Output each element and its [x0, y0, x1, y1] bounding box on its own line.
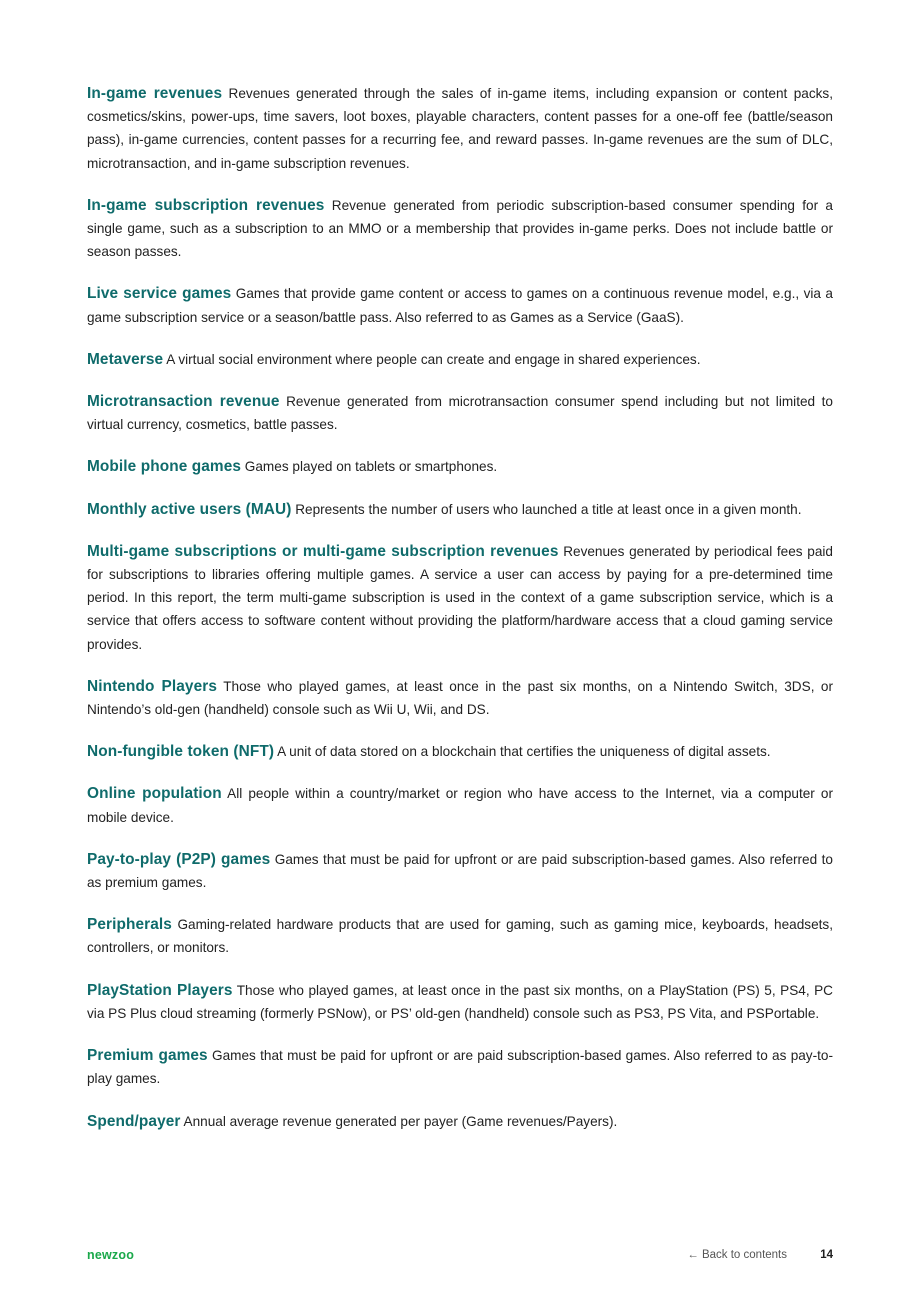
glossary-definition: Games that provide game content or access to games on a continuous revenue model, e.g., via a game subscription service or a season/battle pass. Also referred to as Games as a Service (GaaS).: [87, 286, 833, 325]
glossary-definition: Games played on tablets or smartphones.: [244, 459, 498, 475]
glossary-term: Monthly active users (MAU): [87, 500, 292, 518]
glossary-entry: [87, 782, 833, 828]
glossary-term: Non-fungible token (NFT): [87, 743, 275, 761]
glossary-definition: Games that must be paid for upfront or are paid subscription-based games. Also referred to as pay-to-play games.: [87, 1048, 833, 1087]
glossary-term: Microtransaction revenue: [87, 393, 280, 411]
glossary-term: Premium games: [87, 1047, 208, 1065]
newzoo-logo: newzoo: [87, 1248, 135, 1262]
glossary-entry: [87, 1110, 833, 1133]
glossary-term: Pay-to-play (P2P) games: [87, 850, 271, 868]
glossary-definition: Those who played games, at least once in the past six months, on a PlayStation (PS) 5, PS4, PC via PS Plus cloud streaming (formerly PSNow), or PS’ old-gen (handheld) console such as PS3, PS Vita, and PSPortable.: [87, 982, 833, 1021]
glossary-definition: Those who played games, at least once in the past six months, on a Nintendo Switch, 3DS, or Nintendo’s old-gen (handheld) console such as Wii U, Wii, and DS.: [87, 678, 834, 718]
glossary-definition: All people within a country/market or region who have access to the Internet, via a computer or mobile device.: [87, 786, 833, 825]
glossary-term: Spend/payer: [87, 1112, 181, 1130]
back-to-contents-link[interactable]: ← Back to contents: [687, 1249, 787, 1261]
glossary-entry: [87, 390, 833, 436]
glossary-definition: A unit of data stored on a blockchain that certifies the uniqueness of digital assets.: [277, 744, 771, 760]
glossary-term: In-game revenues: [87, 85, 223, 102]
glossary-entry: [87, 348, 833, 371]
glossary-definition: Revenues generated by periodical fees paid for subscriptions to libraries offering multiple games. A service a user can access by paying for a pre-determined time period. In this report, the term multi-game subscription is used in the context of a game subscription service, which is a service that offers access to software content without providing the platform/hardware access that a cloud gaming service provides.: [87, 543, 833, 652]
glossary-entry: [87, 675, 833, 721]
glossary-entry: [87, 540, 833, 656]
glossary-definition: Games that must be paid for upfront or are paid subscription-based games. Also referred to as premium games.: [87, 851, 833, 891]
glossary-entry: [87, 979, 833, 1025]
glossary-term: Peripherals: [87, 916, 172, 934]
glossary-entry: [87, 848, 833, 894]
glossary-entry: [87, 82, 833, 175]
glossary-term: Online population: [87, 785, 222, 803]
glossary-term: Mobile phone games: [87, 458, 242, 476]
glossary-entry: [87, 194, 833, 264]
glossary-entry: [87, 913, 833, 959]
glossary-term: Live service games: [87, 285, 232, 303]
glossary-entry: [87, 740, 833, 763]
glossary-entry: [87, 1044, 833, 1090]
page-footer: [87, 1248, 833, 1266]
glossary-entry: [87, 282, 833, 328]
glossary-term: PlayStation Players: [87, 981, 233, 999]
glossary-definition: Revenues generated through the sales of in-game items, including expansion or content packs, cosmetics/skins, power-ups, time savers, loot boxes, playable characters, content passes for a one-off fee (battle/season pass), in-game currencies, content passes for a recurring fee, and reward passes. In-game revenues are the sum of DLC, microtransaction, and in-game subscription revenues.: [87, 86, 834, 171]
glossary-term: In-game subscription revenues: [87, 196, 325, 214]
glossary-definition: Represents the number of users who launched a title at least once in a given month.: [295, 501, 802, 517]
glossary-term: Metaverse: [87, 350, 164, 368]
glossary-entry: [87, 498, 833, 521]
glossary-entry: [87, 455, 833, 478]
glossary-definition: Revenue generated from periodic subscription-based consumer spending for a single game, such as a subscription to an MMO or a membership that provides in-game perks. Does not include battle or season passes.: [87, 197, 833, 260]
glossary-term: Multi-game subscriptions or multi-game subscription revenues: [87, 542, 559, 560]
glossary-list: [87, 82, 833, 1152]
glossary-term: Nintendo Players: [87, 677, 217, 695]
glossary-definition: Revenue generated from microtransaction consumer spend including but not limited to virtual currency, cosmetics, battle passes.: [87, 394, 833, 433]
glossary-definition: Annual average revenue generated per payer (Game revenues/Payers).: [183, 1113, 618, 1129]
glossary-definition: A virtual social environment where people can create and engage in shared experiences.: [166, 351, 701, 367]
glossary-definition: Gaming-related hardware products that are used for gaming, such as gaming mice, keyboards, headsets, controllers, or monitors.: [87, 917, 833, 956]
page-number: 14: [820, 1249, 833, 1261]
